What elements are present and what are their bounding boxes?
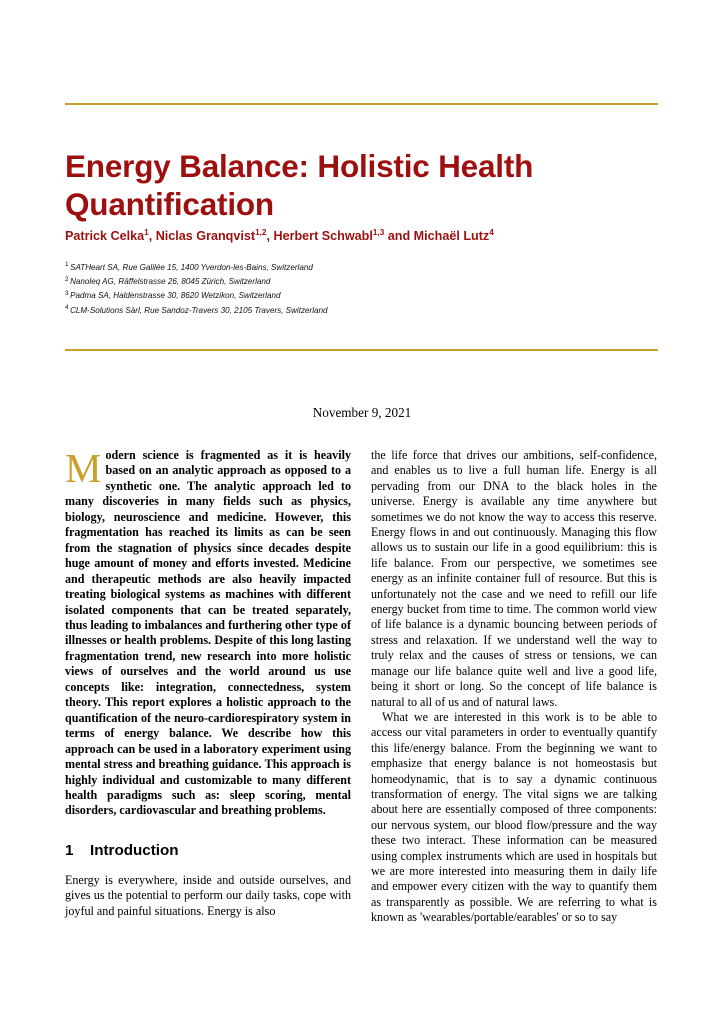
abstract-dropcap: M	[65, 445, 102, 491]
title-line-1: Energy Balance: Holistic Health	[65, 148, 534, 185]
author-3-name: Herbert Schwabl	[273, 229, 373, 243]
publication-date: November 9, 2021	[312, 405, 412, 420]
affiliation-text: CLM-Solutions Sàrl, Rue Sandoz-Travers 30, 2105 Travers, Switzerland	[70, 305, 328, 315]
abstract-body: odern science is fragmented as it is heavily based on an analytic approach as opposed to a synthetic one. The analytic approach led to many discoveries in many fields such as physics, biology, neuroscience and medicine. However, this fragmentation has reached its limits as can be seen from the stagnation of physics since decades despite huge amount of money and efforts invested. Medicine and therapeutic methods are also heavily impacted treating biological systems as machines with different isolated components that can be treated separately, thus leading to imbalances and furthering other type of illnesses or health problems. Despite of this long lasting fragmentation trend, new research into more holistic views of ourselves and the world around us use concepts like: integration, connectedness, system theory. This report explores a holistic approach to the quantification of the neuro-cardiorespiratory system in terms of energy balance. We describe how this approach can be used in a laboratory experiment using mental stress and breathing guidance. This approach is highly individual and customizable to many different health paradigms such as: sleep scoring, mental disorders, cardiovascular and breathing problems.	[65, 448, 351, 818]
affiliation-marker: 4	[65, 303, 69, 311]
affiliation-marker: 3	[65, 289, 69, 297]
section-heading-introduction	[65, 841, 351, 861]
section-number: 1	[65, 841, 74, 859]
author-2-affiliation-marker: 1,2	[255, 227, 267, 237]
page-title	[65, 147, 665, 223]
column-right	[371, 448, 657, 926]
paragraph: the life force that drives our ambitions, self-confidence, and enables us to live a full human life. Energy is all pervading from our DNA to the black holes in the universe. Energy is available any time anywhere but sometimes we do not know the way to access this reserve. Energy flows in and out continuously. Managing this flow allows us to sustain our life in a good equilibrium: this is life balance. From our perspective, we sometimes see energy as an infinite container full of resource. But this is unfortunately not the case and we need to refill our life energy bucket from time to time. The common world view of life balance is a dynamic bouncing between periods of stress and relaxation. If we understand well the way to truly relax and the causes of stress or tensions, we can manage our life balance quite well and live a good life, being it short or long. So the concept of life balance is natural to all of us and of natural laws.	[371, 448, 657, 709]
author-separator-2: ,	[266, 229, 274, 243]
affiliation-item	[65, 261, 665, 275]
author-4-name: Michaël Lutz	[413, 229, 490, 243]
author-3-affiliation-marker: 1,3	[372, 227, 385, 237]
affiliation-text: Nanoleq AG, Räffelstrasse 26, 8045 Zürich, Switzerland	[70, 277, 271, 287]
paragraph: What we are interested in this work is to be able to access our vital parameters in order to eventually quantify this life/energy balance. From the beginning we want to emphasize that energy balance is not homeostasis but homeodynamic, that is to say a dynamic continuous transformation of energy. The vital signs we are talking about here are essentially composed of three components: our nervous system, our blood flow/pressure and the way these two interact. These information can be measured using complex instruments which are used in hospitals but we are more interested into measuring them in daily life and empower every citizen with the way to quantify them as transparently as possible. We are referring to what is known as 'wearables/portable/earables' or so to say	[371, 709, 657, 925]
author-separator-1: ,	[148, 229, 156, 243]
paragraph: Energy is everywhere, inside and outside ourselves, and gives us the potential to perform our daily tasks, cope with joyful and painful situations. Energy is also	[65, 872, 351, 918]
author-1-name: Patrick Celka	[65, 229, 145, 243]
author-4-affiliation-marker: 4	[489, 227, 494, 237]
author-2-name: Niclas Granqvist	[155, 229, 256, 243]
author-list	[65, 228, 675, 244]
affiliation-marker: 2	[65, 275, 69, 283]
affiliation-list	[65, 261, 665, 318]
title-line-2: Quantification	[65, 186, 274, 223]
affiliation-item	[65, 275, 665, 289]
affiliation-text: Padma SA, Haldenstrasse 30, 8620 Wetzikon, Switzerland	[70, 291, 281, 301]
column-left	[65, 445, 351, 919]
header-rule-bottom	[65, 349, 658, 351]
affiliation-item	[65, 289, 665, 303]
affiliation-item	[65, 304, 665, 318]
author-separator-3: and	[384, 229, 414, 243]
affiliation-marker: 1	[65, 261, 69, 269]
author-1-affiliation-marker: 1	[144, 227, 149, 237]
affiliation-text: SATHeart SA, Rue Galilée 15, 1400 Yverdon-les-Bains, Switzerland	[70, 263, 313, 272]
abstract-text	[65, 445, 351, 819]
header-rule-top	[65, 103, 658, 105]
section-title: Introduction	[90, 841, 179, 859]
